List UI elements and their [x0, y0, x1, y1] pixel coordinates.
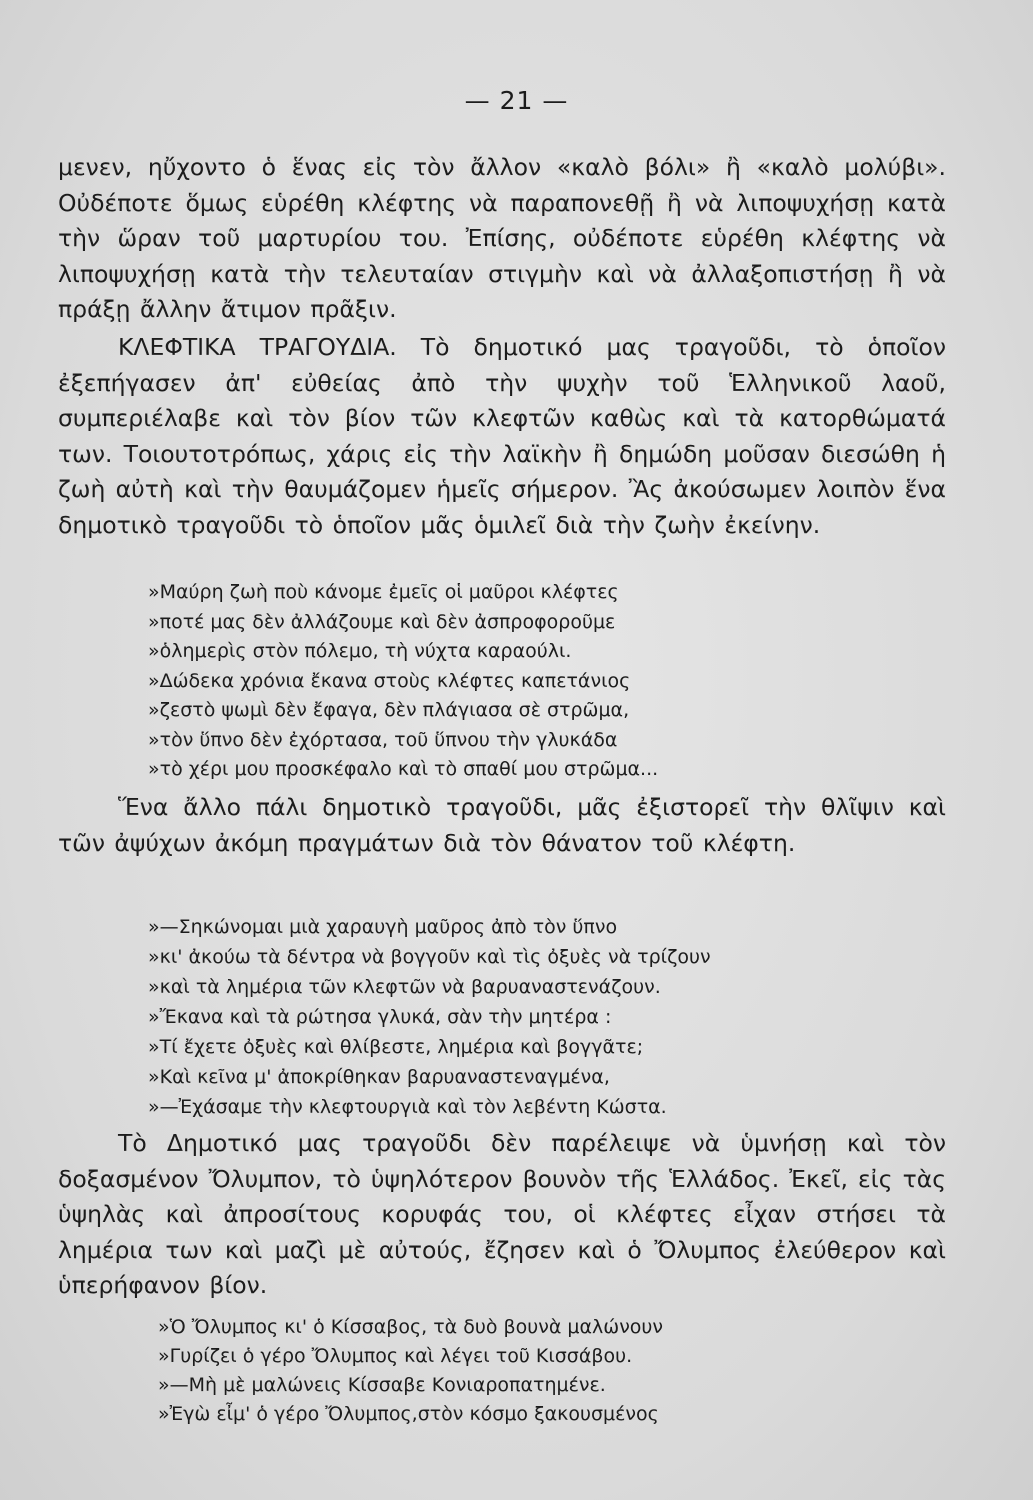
- verse-line: »ὁλημερὶς στὸν πόλεμο, τὴ νύχτα καραούλι.: [148, 640, 572, 662]
- verse-line: »—Ἐχάσαμε τὴν κλεφτουργιὰ καὶ τὸν λεβέντη Κώστα.: [148, 1096, 667, 1118]
- verse-line: »—Μὴ μὲ μαλώνεις Κίσσαβε Κονιαροπατημένε.: [158, 1374, 606, 1396]
- verse-line: »Ἔκανα καὶ τὰ ρώτησα γλυκά, σὰν τὴν μητέρα :: [148, 1006, 612, 1028]
- verse-line: »κι' ἀκούω τὰ δέντρα νὰ βογγοῦν καὶ τὶς ὀξυὲς νὰ τρίζουν: [148, 946, 711, 968]
- verse-line: »—Σηκώνομαι μιὰ χαραυγὴ μαῦρος ἀπὸ τὸν ὕπνο: [148, 916, 618, 938]
- verse-line: »Ὁ Ὄλυμπος κι' ὁ Κίσσαβος, τὰ δυὸ βουνὰ μαλώνουν: [158, 1316, 664, 1338]
- song-verse-3: [158, 1313, 663, 1429]
- verse-line: »τὸ χέρι μου προσκέφαλο καὶ τὸ σπαθί μου στρῶμα...: [148, 758, 659, 780]
- page-number: — 21 —: [464, 86, 569, 115]
- verse-line: »Καὶ κεῖνα μ' ἀποκρίθηκαν βαρυαναστεναγμένα,: [148, 1066, 610, 1088]
- verse-line: »καὶ τὰ λημέρια τῶν κλεφτῶν νὰ βαρυαναστενάζουν.: [148, 976, 661, 998]
- song-verse-2: [148, 912, 711, 1122]
- verse-line: »Τί ἔχετε ὀξυὲς καὶ θλίβεστε, λημέρια καὶ βογγᾶτε;: [148, 1036, 644, 1058]
- verse-line: »τὸν ὕπνο δὲν ἐχόρτασα, τοῦ ὕπνου τὴν γλυκάδα: [148, 728, 618, 751]
- paragraph-2: ΚΛΕΦΤΙΚΑ ΤΡΑΓΟΥΔΙΑ. Τὸ δημοτικό μας τραγοῦδι, τὸ ὁποῖον ἐξεπήγασεν ἀπ' εὐθείας ἀπὸ τὴν ψυχὴν τοῦ Ἑλληνικοῦ λαοῦ, συμπεριέλαβε καὶ τὸν βίον τῶν κλεφτῶν καθὼς καὶ τὰ κατορθώματά των. Τοιουτοτρόπως, χάρις εἰς τὴν λαϊκὴν ἢ δημώδη μοῦσαν διεσώθη ἡ ζωὴ αὐτὴ καὶ τὴν θαυμάζομεν ἡμεῖς σήμερον. Ἂς ἀκούσωμεν λοιπὸν ἕνα δημοτικὸ τραγοῦδι τὸ ὁποῖον μᾶς ὁμιλεῖ διὰ τὴν ζωὴν ἐκείνην.: [58, 333, 946, 539]
- verse-line: »Γυρίζει ὁ γέρο Ὄλυμπος καὶ λέγει τοῦ Κισσάβου.: [158, 1345, 633, 1367]
- verse-line: »Δώδεκα χρόνια ἔκανα στοὺς κλέφτες καπετάνιος: [148, 669, 631, 692]
- paragraph-1: μενεν, ηὔχοντο ὁ ἕνας εἰς τὸν ἄλλον «καλὸ βόλι» ἢ «καλὸ μολύβι». Οὐδέποτε ὅμως εὑρέθη κλέφτης νὰ παραπονεθῇ ἢ νὰ λιποψυχήσῃ κατὰ τὴν ὥραν τοῦ μαρτυρίου του. Ἐπίσης, οὐδέποτε εὑρέθη κλέφτης νὰ λιποψυχήσῃ κατὰ τὴν τελευταίαν στιγμὴν καὶ νὰ ἀλλαξοπιστήσῃ ἢ νὰ πράξῃ ἄλλην ἄτιμον πρᾶξιν.: [58, 153, 946, 324]
- verse-line: »ποτέ μας δὲν ἀλλάζουμε καὶ δὲν ἀσπροφοροῦμε: [148, 610, 616, 633]
- paragraph-3: Ἕνα ἄλλο πάλι δημοτικὸ τραγοῦδι, μᾶς ἐξιστορεῖ τὴν θλῖψιν καὶ τῶν ἀψύχων ἀκόμη πραγμάτων διὰ τὸν θάνατον τοῦ κλέφτη.: [58, 793, 946, 857]
- verse-line: »Μαύρη ζωὴ ποὺ κάνομε ἐμεῖς οἱ μαῦροι κλέφτες: [148, 581, 619, 603]
- verse-line: »Ἐγὼ εἶμ' ὁ γέρο Ὄλυμπος,στὸν κόσμο ξακουσμένος: [158, 1403, 659, 1425]
- verse-line: »ζεστὸ ψωμὶ δὲν ἔφαγα, δὲν πλάγιασα σὲ στρῶμα,: [148, 699, 630, 721]
- paragraph-4: Τὸ Δημοτικό μας τραγοῦδι δὲν παρέλειψε νὰ ὑμνήσῃ καὶ τὸν δοξασμένον Ὄλυμπον, τὸ ὑψηλότερον βουνὸν τῆς Ἑλλάδος. Ἐκεῖ, εἰς τὰς ὑψηλὰς καὶ ἀπροσίτους κορυφάς του, οἱ κλέφτες εἶχαν στήσει τὰ λημέρια των καὶ μαζὶ μὲ αὐτούς, ἔζησεν καὶ ὁ Ὄλυμπος ἐλεύθερον καὶ ὑπερήφανον βίον.: [58, 1129, 946, 1300]
- song-verse-1: [148, 578, 658, 785]
